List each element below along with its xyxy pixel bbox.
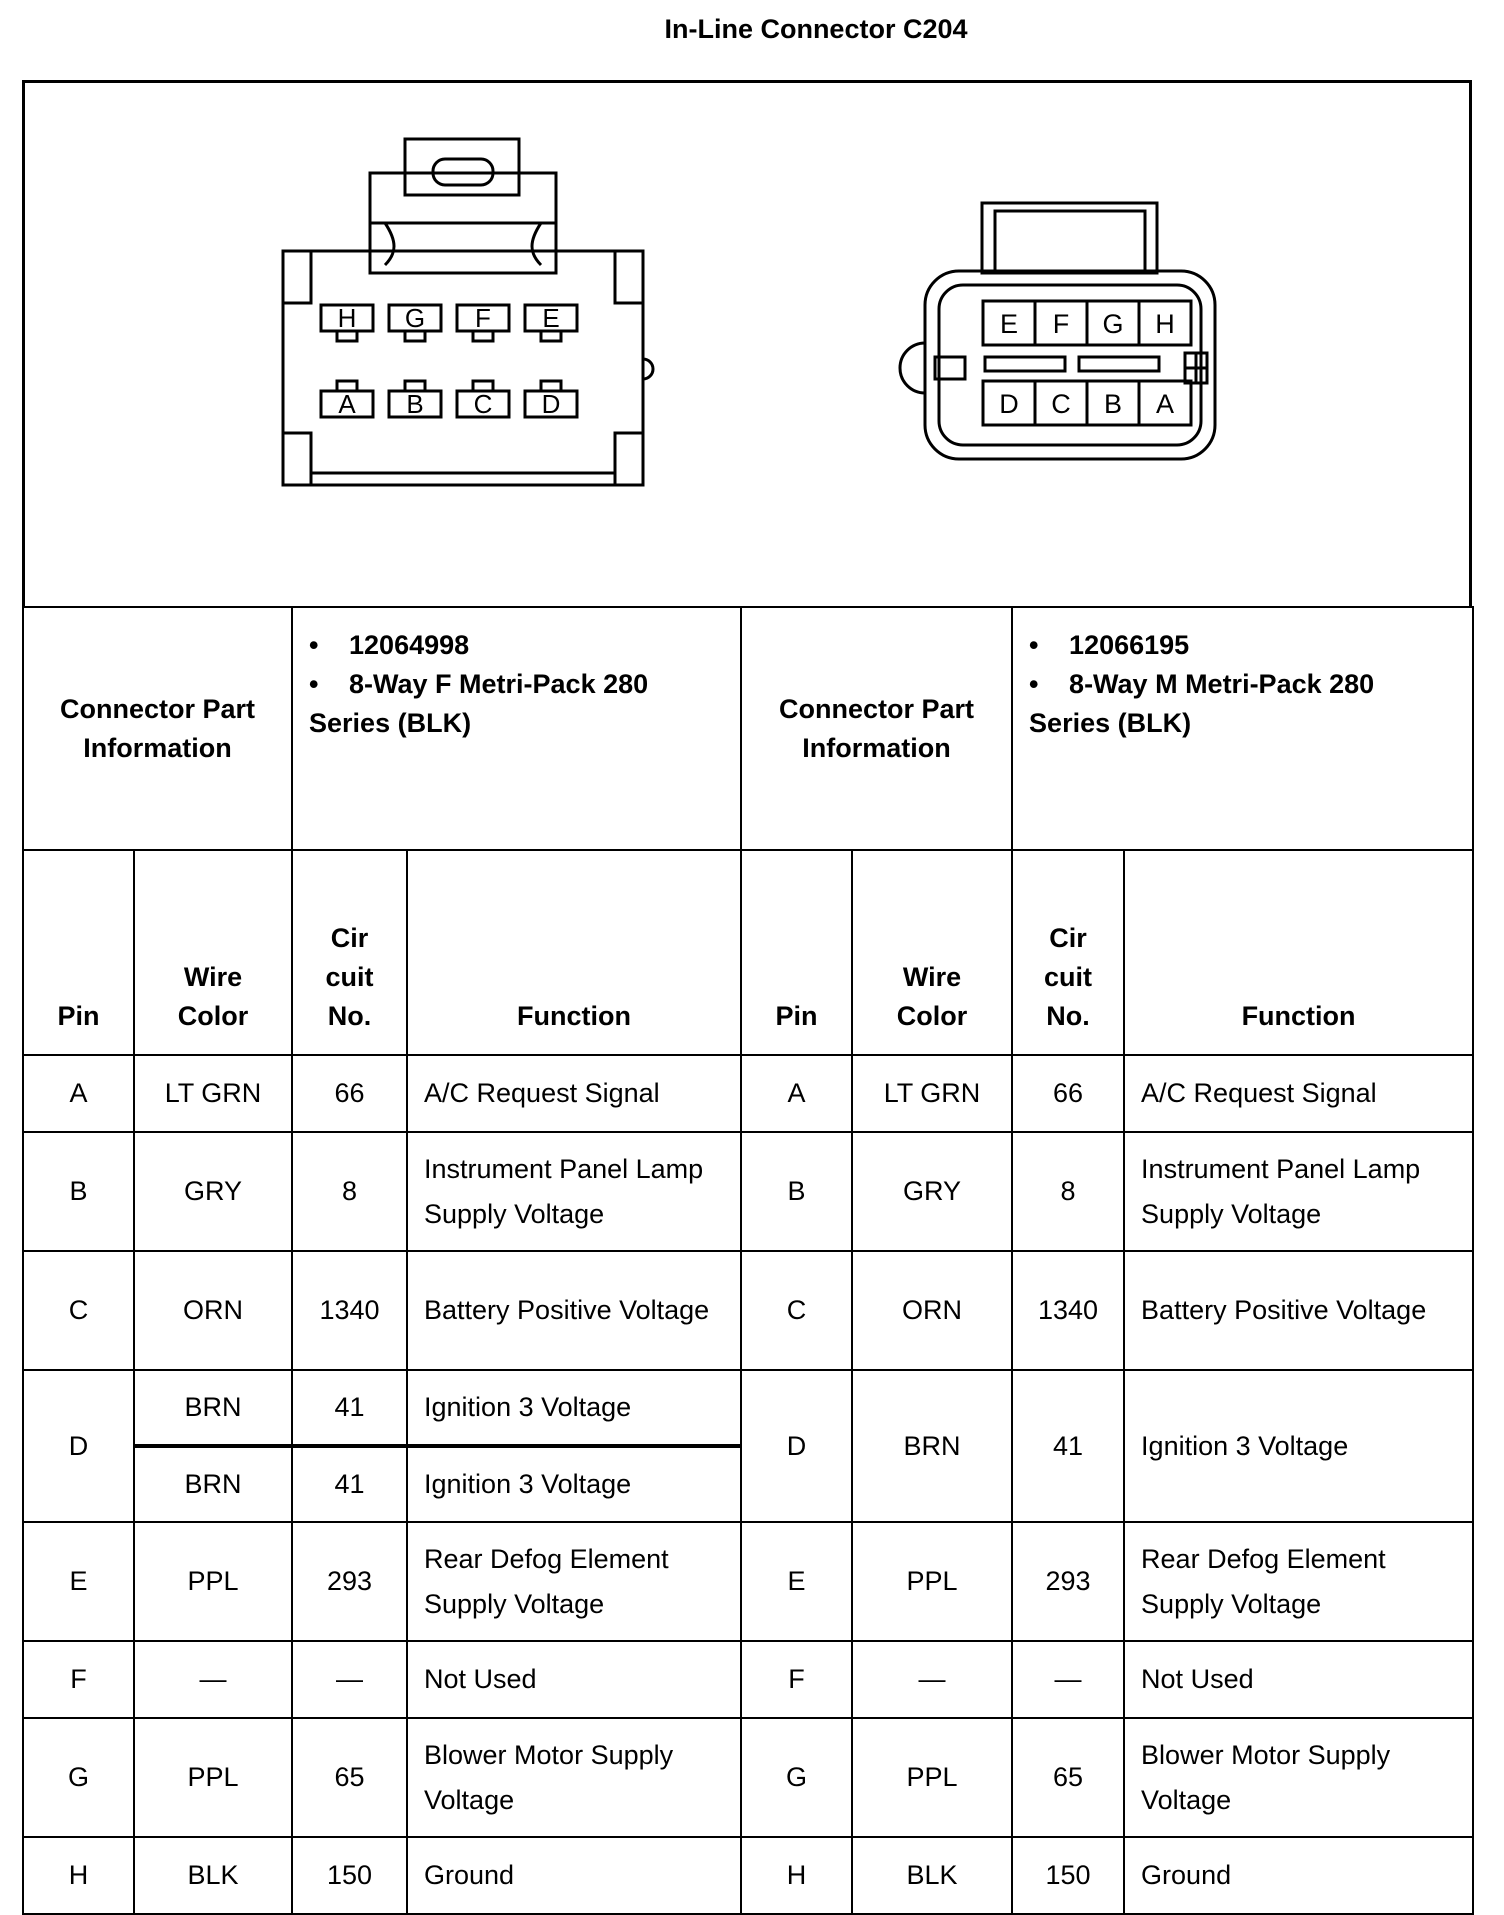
wire-color-cell: BRN — [134, 1370, 292, 1446]
cavity-letter: G — [1102, 309, 1124, 339]
cavity-H — [321, 303, 373, 341]
circuit-cell: 150 — [292, 1837, 407, 1914]
header-circuit-no: Cir cuit No. — [292, 850, 407, 1055]
cavity-B — [1087, 381, 1139, 425]
circuit-cell: 66 — [292, 1055, 407, 1132]
circuit-cell: 41 — [292, 1370, 407, 1446]
cavity-F — [1035, 301, 1087, 345]
table-row — [23, 1522, 1473, 1641]
cavity-letter: A — [1155, 389, 1175, 419]
cavity-letter: E — [999, 309, 1019, 339]
pin-cell: C — [23, 1251, 134, 1370]
circuit-cell: 41 — [1012, 1370, 1124, 1522]
pin-cell: G — [23, 1718, 134, 1837]
cavity-G — [389, 303, 441, 341]
wire-color-cell: BRN — [852, 1370, 1012, 1522]
cavity-letter: B — [406, 389, 424, 419]
wire-color-cell: — — [852, 1641, 1012, 1718]
connector-diagrams — [25, 83, 1475, 609]
function-cell: Rear Defog Element Supply Voltage — [1124, 1522, 1473, 1641]
cavity-F — [457, 303, 509, 341]
cavity-letter: G — [404, 303, 426, 333]
circuit-cell: 66 — [1012, 1055, 1124, 1132]
cavity-G — [1087, 301, 1139, 345]
pin-cell: G — [741, 1718, 852, 1837]
function-cell: Blower Motor Supply Voltage — [407, 1718, 741, 1837]
circuit-cell: — — [1012, 1641, 1124, 1718]
circuit-cell: 8 — [292, 1132, 407, 1251]
cavity-letter: F — [475, 303, 491, 333]
function-cell: Ground — [407, 1837, 741, 1914]
wire-color-cell: LT GRN — [852, 1055, 1012, 1132]
table-row — [23, 1641, 1473, 1718]
circuit-cell: 293 — [1012, 1522, 1124, 1641]
cavity-letter: H — [1155, 309, 1175, 339]
circuit-cell: 150 — [1012, 1837, 1124, 1914]
cavity-E — [525, 303, 577, 341]
circuit-cell: 8 — [1012, 1132, 1124, 1251]
pin-cell: E — [741, 1522, 852, 1641]
column-header-row — [23, 850, 1473, 1055]
table-row — [23, 1132, 1473, 1251]
function-cell: A/C Request Signal — [407, 1055, 741, 1132]
wire-color-cell: ORN — [134, 1251, 292, 1370]
function-cell: Instrument Panel Lamp Supply Voltage — [1124, 1132, 1473, 1251]
right-part-info: • 12066195 • 8-Way M Metri-Pack 280 Series (BLK) — [1012, 607, 1473, 850]
circuit-cell: 1340 — [292, 1251, 407, 1370]
cavity-B — [389, 381, 441, 419]
cavity-D — [983, 381, 1035, 425]
function-cell: Instrument Panel Lamp Supply Voltage — [407, 1132, 741, 1251]
function-cell: Ground — [1124, 1837, 1473, 1914]
function-cell: Not Used — [1124, 1641, 1473, 1718]
table-row — [23, 1251, 1473, 1370]
cavity-C — [1035, 381, 1087, 425]
function-cell: Battery Positive Voltage — [1124, 1251, 1473, 1370]
header-wire-color: Wire Color — [134, 850, 292, 1055]
wire-color-cell: PPL — [134, 1718, 292, 1837]
circuit-cell: 65 — [1012, 1718, 1124, 1837]
pin-cell: H — [23, 1837, 134, 1914]
function-cell: Blower Motor Supply Voltage — [1124, 1718, 1473, 1837]
wire-color-cell: PPL — [134, 1522, 292, 1641]
function-cell: A/C Request Signal — [1124, 1055, 1473, 1132]
wire-color-cell: LT GRN — [134, 1055, 292, 1132]
header-function: Function — [407, 850, 741, 1055]
table-row — [23, 1055, 1473, 1132]
cavity-letter: E — [542, 303, 560, 333]
pin-cell: D — [741, 1370, 852, 1522]
pin-cell: B — [741, 1132, 852, 1251]
header-pin: Pin — [741, 850, 852, 1055]
wire-color-cell: BRN — [134, 1446, 292, 1522]
function-cell: Ignition 3 Voltage — [407, 1370, 741, 1446]
pin-cell: B — [23, 1132, 134, 1251]
circuit-cell: 41 — [292, 1446, 407, 1522]
function-cell: Rear Defog Element Supply Voltage — [407, 1522, 741, 1641]
right-part-number: 12066195 — [1069, 630, 1190, 660]
cavity-letter: B — [1103, 389, 1123, 419]
function-cell: Ignition 3 Voltage — [1124, 1370, 1473, 1522]
pin-cell: F — [741, 1641, 852, 1718]
circuit-cell: — — [292, 1641, 407, 1718]
header-pin: Pin — [23, 850, 134, 1055]
page-title: In-Line Connector C204 — [664, 14, 968, 44]
wire-color-cell: ORN — [852, 1251, 1012, 1370]
connector-diagram-frame — [22, 80, 1472, 606]
connector-info-row — [23, 607, 1473, 850]
wire-color-cell: BLK — [134, 1837, 292, 1914]
cavity-letter: D — [541, 389, 561, 419]
right-info-label: Connector Part Information — [741, 607, 1012, 850]
wire-color-cell: PPL — [852, 1522, 1012, 1641]
function-cell: Battery Positive Voltage — [407, 1251, 741, 1370]
table-row — [23, 1837, 1473, 1914]
table-row — [23, 1370, 1473, 1446]
cavity-letter: F — [1052, 309, 1070, 339]
cavity-letter: A — [338, 389, 356, 419]
cavity-letter: C — [1051, 389, 1071, 419]
wire-color-cell: BLK — [852, 1837, 1012, 1914]
pin-cell: H — [741, 1837, 852, 1914]
cavity-letter: H — [337, 303, 357, 333]
left-info-label: Connector Part Information — [23, 607, 292, 850]
cavity-D — [525, 381, 577, 419]
header-circuit-no: Cir cuit No. — [1012, 850, 1124, 1055]
header-function: Function — [1124, 850, 1473, 1055]
left-part-number: 12064998 — [349, 630, 470, 660]
wire-color-cell: GRY — [134, 1132, 292, 1251]
cavity-letter: D — [999, 389, 1019, 419]
pin-cell: A — [741, 1055, 852, 1132]
pin-cell: E — [23, 1522, 134, 1641]
cavity-E — [983, 301, 1035, 345]
cavity-A — [321, 381, 373, 419]
circuit-cell: 1340 — [1012, 1251, 1124, 1370]
function-cell: Ignition 3 Voltage — [407, 1446, 741, 1522]
wire-color-cell: PPL — [852, 1718, 1012, 1837]
pinout-table — [22, 606, 1474, 1915]
left-part-description: 8-Way F Metri-Pack 280 Series (BLK) — [309, 669, 649, 738]
left-part-info: • 12064998 • 8-Way F Metri-Pack 280 Series (BLK) — [292, 607, 741, 850]
circuit-cell: 65 — [292, 1718, 407, 1837]
left-cavity-letters — [321, 303, 577, 419]
cavity-C — [457, 381, 509, 419]
pin-cell: A — [23, 1055, 134, 1132]
header-wire-color: Wire Color — [852, 850, 1012, 1055]
table-row — [23, 1718, 1473, 1837]
cavity-H — [1139, 301, 1191, 345]
pin-cell: C — [741, 1251, 852, 1370]
wire-color-cell: GRY — [852, 1132, 1012, 1251]
circuit-cell: 293 — [292, 1522, 407, 1641]
right-part-description: 8-Way M Metri-Pack 280 Series (BLK) — [1029, 669, 1375, 738]
wire-color-cell: — — [134, 1641, 292, 1718]
cavity-A — [1139, 381, 1191, 425]
pin-cell: D — [23, 1370, 134, 1522]
function-cell: Not Used — [407, 1641, 741, 1718]
pin-cell: F — [23, 1641, 134, 1718]
cavity-letter: C — [473, 389, 493, 419]
